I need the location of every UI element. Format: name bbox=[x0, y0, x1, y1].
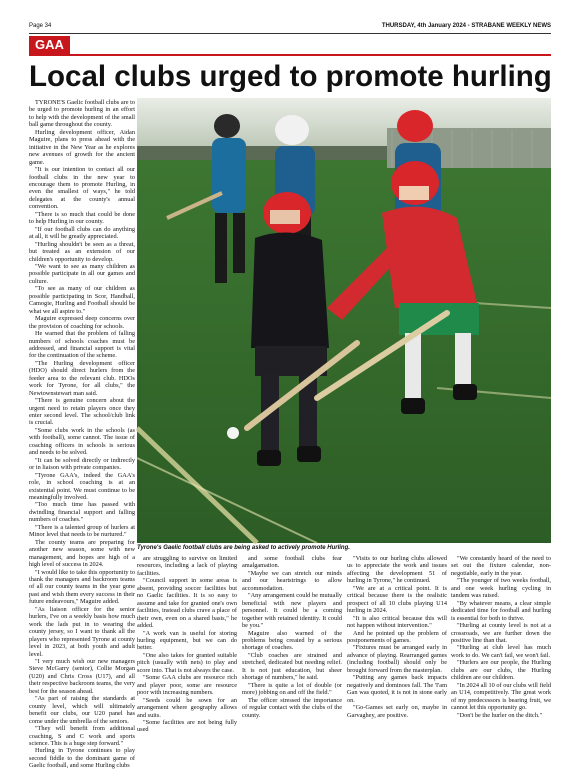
article-paragraph: "There is quite a lot of double (or more) jobbing on and off the field." bbox=[242, 681, 342, 697]
article-paragraph: "There is a talented group of hurlers at Minor level that needs to be nurtured." bbox=[29, 523, 135, 539]
article-paragraph: Hurling in Tyrone continues to play second fiddle to the dominant game of Gaelic football, and some Hurling clubs bbox=[29, 747, 135, 770]
article-paragraph: "We want to see as many children as possible participate in all our games and culture. bbox=[29, 262, 135, 285]
article-paragraph: "Fixtures must be arranged early in advance of playing. Rearranged games (including football) should only be brought forward from the masterplan. bbox=[347, 644, 447, 674]
article-paragraph: "In 2024 all 10 of our clubs will field an U14, competitively. The great work of my predecessors is bearing fruit, we cannot let this opportunity go. bbox=[451, 681, 551, 712]
article-paragraph: "Some clubs work in the schools (as with football), some cannot. The issue of coaching officers in schools is serious and needs to be solved. bbox=[29, 426, 135, 457]
section-label: GAA bbox=[29, 36, 70, 54]
article-paragraph: "Hurlers are our people, the Hurling clubs are our clubs, the Hurling children are our children. bbox=[451, 659, 551, 682]
article-paragraph: "Putting any games back impacts negatively and dominoes fall. The 'I'am Gan was quoted, it is not in stone early on. bbox=[347, 674, 447, 704]
header-rule bbox=[29, 33, 551, 34]
article-photo bbox=[137, 98, 551, 543]
article-paragraph: Maguire also warned of the problems being created by a serious shortage of coaches. bbox=[242, 629, 342, 652]
article-paragraph: "Seeds could be sown for an arrangement where geography allows and suits. bbox=[137, 696, 237, 719]
article-paragraph: "As part of raising the standards at county level, which will ultimately benefit our clubs, our U20 panel has come under the umbrella of the seniors. bbox=[29, 695, 135, 725]
article-paragraph: "I would like to take this opportunity to thank the managers and backroom teams of all our county teams in the year gone past and wish them every success in their future endeavours," Maguire added. bbox=[29, 568, 135, 606]
article-paragraph: "To see as many of our children as possible participating in Scor, Handball, Camogie, Hurling and Football should be what we all aspire to." bbox=[29, 285, 135, 315]
article-paragraph: "Some facilities are not being fully used bbox=[137, 718, 237, 734]
article-paragraph: "There is so much that could be done to help Hurling in our county. bbox=[29, 210, 135, 226]
article-paragraph: "We constantly heard of the need to set out the fixture calendar, non-negotiable, early in the year. bbox=[451, 555, 551, 577]
article-paragraph: "Some GAA clubs are resource rich and player poor, some are resource poor with increasing numbers. bbox=[137, 674, 237, 697]
article-paragraph: TYRONE'S Gaelic football clubs are to be urged to promote hurling in an effort to help with the development of the small ball game throughout the county. bbox=[29, 99, 135, 129]
section-rule bbox=[29, 54, 551, 56]
article-paragraph: "A work van is useful for storing hurling equipment, but we can do better. bbox=[137, 629, 237, 652]
article-paragraph: "Council support in some areas is absent, providing soccer facilities but no Gaelic facilities. It is so easy to assume and take for granted one's own facilities, instead clubs crave a place of their own, even on a shared basis," he added. bbox=[137, 577, 237, 630]
page-number: Page 34 bbox=[29, 23, 52, 29]
sliotar-ball bbox=[227, 427, 239, 439]
article-paragraph: "We are at a critical point. It is critical because there is the realistic prospect of all 10 clubs playing U14 hurling in 2024. bbox=[347, 584, 447, 615]
photo-caption: Tyrone's Gaelic football clubs are being asked to actively promote Hurling. bbox=[137, 545, 350, 551]
article-paragraph: "Club coaches are strained and stretched, dedicated but needing relief. It is not just education, but sheer shortage of numbers," he said. bbox=[242, 651, 342, 682]
article-column-5 bbox=[451, 555, 551, 730]
article-paragraph: "Hurling at club level has much work to do. We can't fail, we won't fail. bbox=[451, 644, 551, 659]
article-paragraph: Maguire expressed deep concerns over the provision of coaching for schools. bbox=[29, 315, 135, 330]
article-paragraph: "Too much time has passed with dwindling financial support and falling numbers of coaches." bbox=[29, 501, 135, 524]
article-column-4 bbox=[347, 555, 447, 730]
article-paragraph: The county teams are preparing for another new season, some with new management, and hopes are high of a high level of success in 2024. bbox=[29, 538, 135, 569]
article-paragraph: "Maybe we can stretch our minds and our heartstrings to allow accommodation. bbox=[242, 569, 342, 592]
article-paragraph: "One also takes for granted suitable pitch (usually with nets) to play and score into. That is not always the case. bbox=[137, 651, 237, 674]
article-paragraph: "Go-Games set early on, maybe in Garvaghey, are positive. bbox=[347, 704, 447, 719]
article-column-3 bbox=[242, 555, 342, 730]
article-paragraph: He warned that the problem of falling numbers of schools coaches must be addressed, and financial support is vital for the continuation of the scheme. bbox=[29, 330, 135, 360]
article-paragraph: are struggling to survive on limited resources, including a lack of playing facilities. bbox=[137, 555, 237, 577]
headline: Local clubs urged to promote hurling bbox=[29, 60, 552, 93]
article-paragraph: "Hurling at county level is not at a crossroads, we are further down the positive line than that. bbox=[451, 622, 551, 644]
article-paragraph: "I very much wish our new managers Steve McGarry (senior), Collie Morgan (U20) and Chris Cross (U17), and all their respective backroom teams, the very best for the season ahead. bbox=[29, 657, 135, 695]
article-paragraph: "As liaison officer for the senior hurlers, I've on a weekly basis how much work the lads put in to wearing the county jersey, so I want to thank all the players who represented Tyrone at county level in 2023, at both youth and adult level. bbox=[29, 605, 135, 658]
article-paragraph: "There is genuine concern about the urgent need to retain players once they enter second level. The school/club link is crucial. bbox=[29, 397, 135, 427]
article-column-1 bbox=[29, 99, 135, 770]
dateline: THURSDAY, 4th January 2024 - STRABANE WEEKLY NEWS bbox=[381, 23, 551, 29]
article-paragraph: "Don't be the hurler on the ditch." bbox=[457, 711, 543, 719]
article-paragraph: "It is our intention to contact all our football clubs in the new year to encourage them to promote Hurling, in even the smallest of ways," he told delegates at the county's annual convention. bbox=[29, 166, 135, 211]
page-header bbox=[29, 22, 551, 31]
article-paragraph: "By whatever means, a clear simple dedicated time for football and hurling is essential for both to thrive. bbox=[451, 599, 551, 622]
article-paragraph: "Tyrone GAA's, indeed the GAA's role, in school coaching is at an existential point. We must continue to be meaningfully involved. bbox=[29, 471, 135, 502]
article-paragraph: "The Hurling development officer (HDO) should direct hurlers from the feeder area to the relevant club. HDOs work for Tyrone, for all clubs," the Newtownstewart man said. bbox=[29, 359, 135, 397]
article-paragraph: "They will benefit from additional coaching, S and C work and sports science. This is a huge step forward." bbox=[29, 725, 135, 747]
article-paragraph: and some football clubs fear amalgamation. bbox=[242, 555, 342, 570]
article-paragraph: "Visits to our hurling clubs allowed us to appreciate the work and issues affecting the development 51 of hurling in Tyrone," he continued. bbox=[347, 555, 447, 585]
article-paragraph: "It can be solved directly or indirectly or in liaison with private companies. bbox=[29, 456, 135, 472]
article-paragraph: "Hurling shouldn't be seen as a threat, but treated as an extension of our children's opportunity to develop. bbox=[29, 240, 135, 263]
article-paragraph: And he pointed up the problem of postponements of games. bbox=[347, 629, 447, 644]
article-paragraph: The officer stressed the importance of regular contact with the clubs of the county. bbox=[242, 696, 342, 719]
article-paragraph: "The younger of two weeks football, and one week hurling cycling in tandem was raised. bbox=[451, 577, 551, 600]
hurling-players-illustration bbox=[137, 98, 551, 543]
article-column-2 bbox=[137, 555, 237, 734]
article-paragraph: "If our football clubs can do anything at all, it will be greatly appreciated. bbox=[29, 225, 135, 241]
article-paragraph: "Any arrangement could be mutually beneficial with new players and personnel. It could be a coming together with retained identity. It could be you." bbox=[242, 592, 342, 630]
article-paragraph: Hurling development officer, Aidan Maguire, plans to press ahead with the initiative in the New Year as he explores new avenues of growth for the ancient game. bbox=[29, 128, 135, 166]
article-paragraph: "It is also critical because this will not happen without intervention." bbox=[347, 614, 447, 630]
